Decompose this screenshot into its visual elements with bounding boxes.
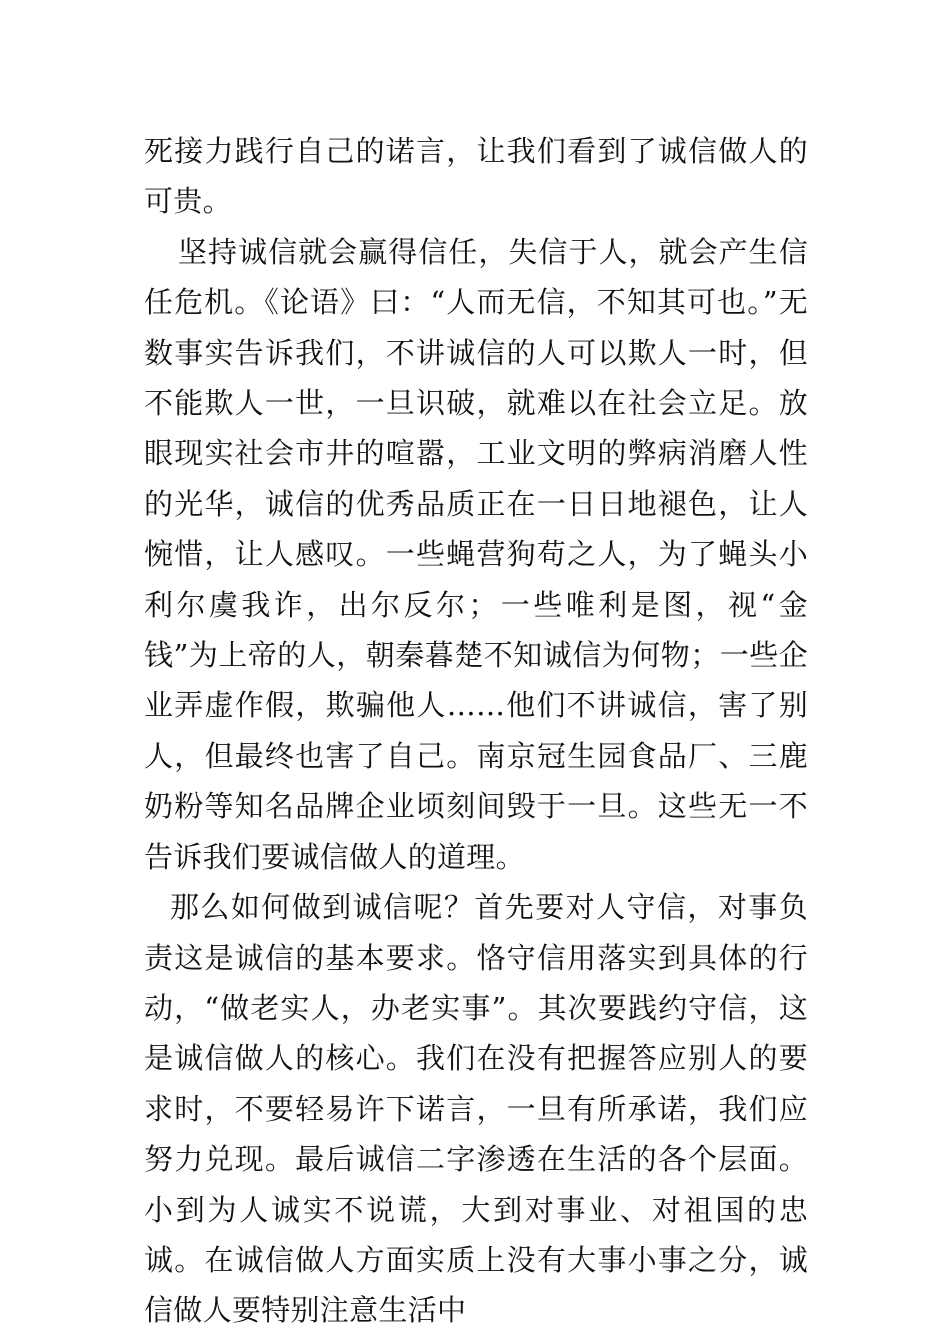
paragraph-trust: 坚持诚信就会赢得信任，失信于人，就会产生信任危机。《论语》曰：“人而无信，不知其可也。”无数事实告诉我们，不讲诚信的人可以欺人一时，但不能欺人一世，一旦识破，就难以在社会立足。放眼现实社会市井的喧嚣，工业文明的弊病消磨人性的光华，诚信的优秀品质正在一日日地褪色，让人惋惜，让人感叹。一些蝇营狗苟之人，为了蝇头小利尔虞我诈，出尔反尔；一些唯利是图，视“金钱”为上帝的人，朝秦暮楚不知诚信为何物；一些企业弄虚作假，欺骗他人……他们不讲诚信，害了别人，但最终也害了自己。南京冠生园食品厂、三鹿奶粉等知名品牌企业顷刻间毁于一旦。这些无一不告诉我们要诚信做人的道理。 — [144, 234, 808, 874]
paragraph-continuation: 死接力践行自己的诺言，让我们看到了诚信做人的可贵。 — [144, 134, 808, 219]
paragraph-how-to: 那么如何做到诚信呢？首先要对人守信，对事负责这是诚信的基本要求。恪守信用落实到具体的行动，“做老实人，办老实事”。其次要践约守信，这是诚信做人的核心。我们在没有把握答应别人的要求时，不要轻易许下诺言，一旦有所承诺，我们应努力兑现。最后诚信二字渗透在生活的各个层面。小到为人诚实不说谎，大到对事业、对祖国的忠诚。在诚信做人方面实质上没有大事小事之分，诚信做人要特别注意生活中 — [144, 890, 808, 1328]
document-page — [144, 126, 808, 1336]
